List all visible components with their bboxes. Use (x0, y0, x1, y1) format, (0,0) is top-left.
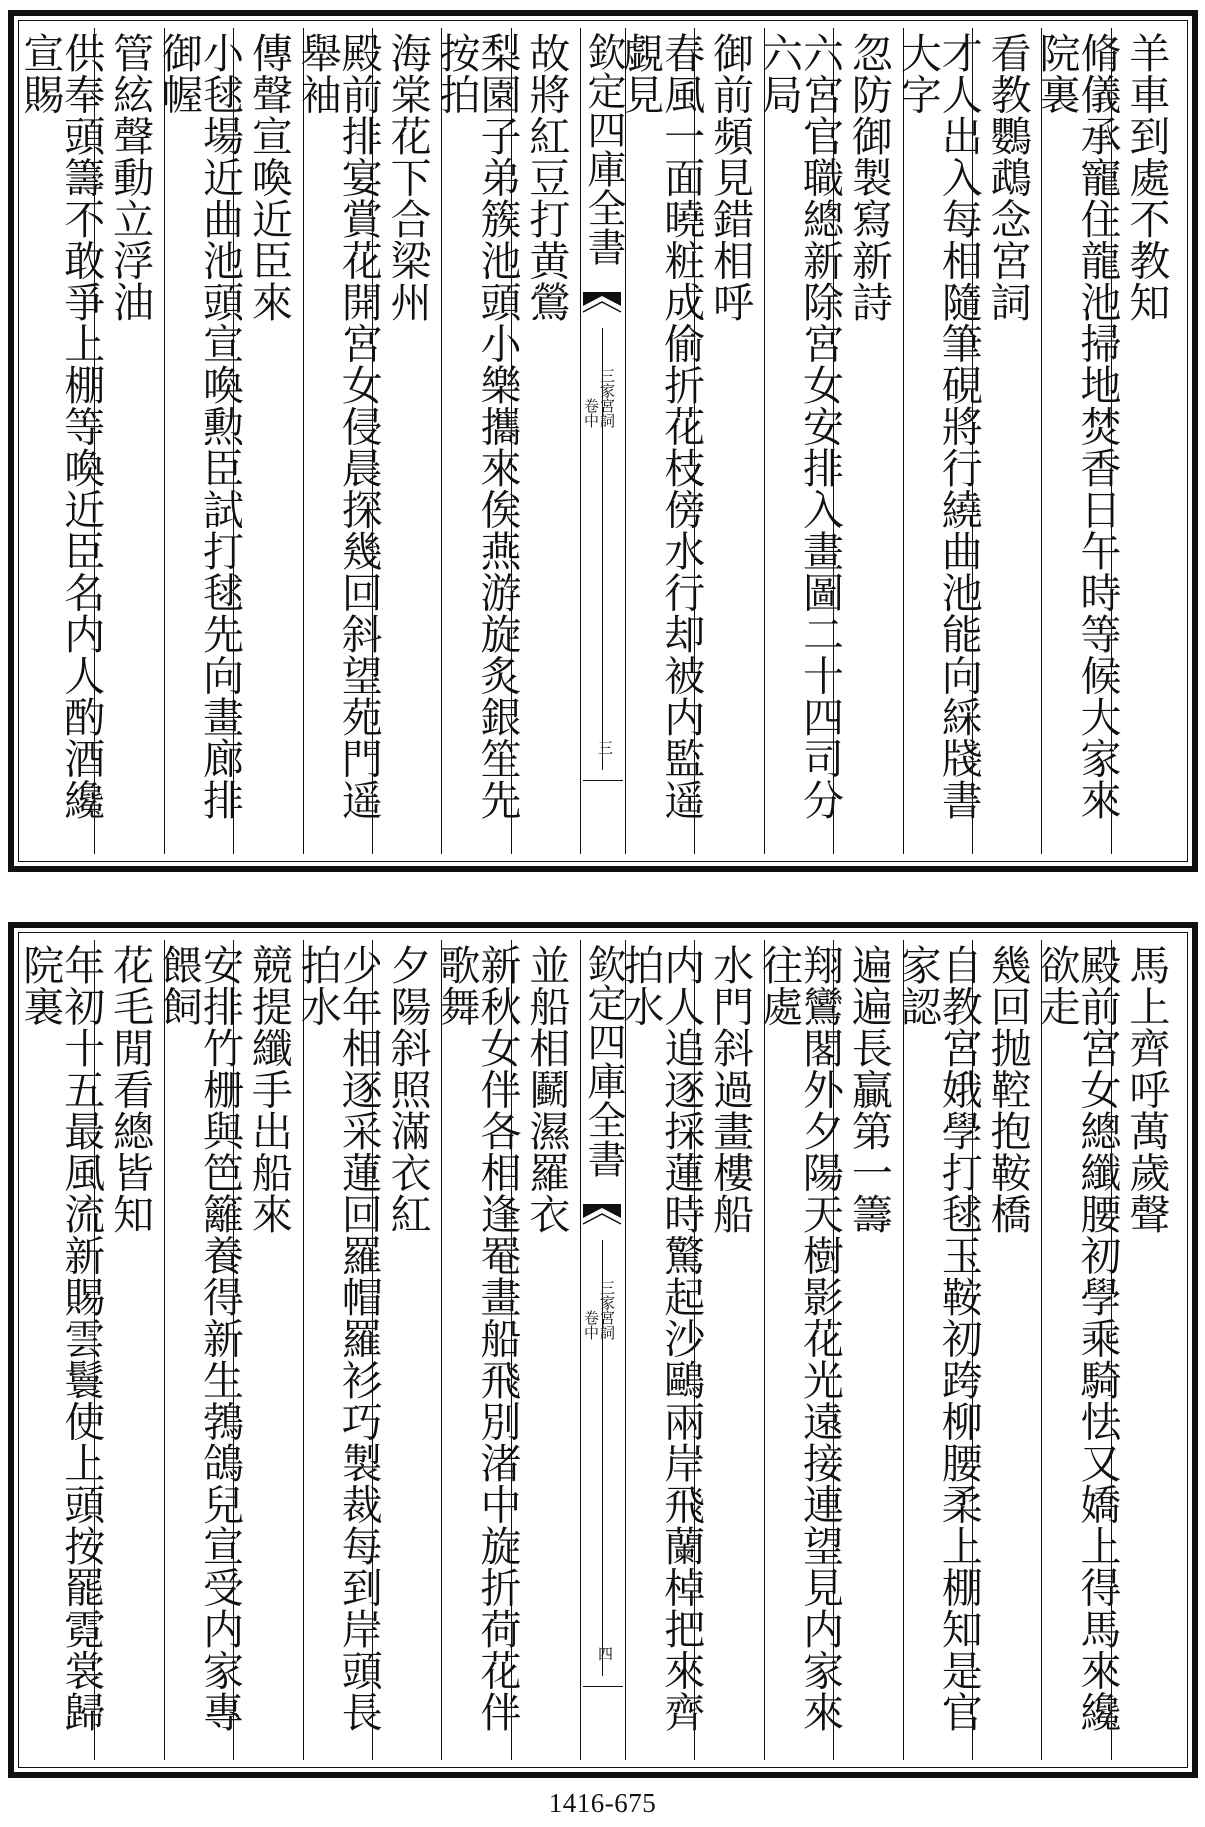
text-column (293, 28, 383, 854)
column-text: 故將紅豆打黄鶯 (522, 32, 571, 323)
page-number: 1416-675 (548, 1788, 657, 1818)
center-fold-column (580, 28, 625, 854)
column-text: 安排竹栅與笆籬養得新生鵓鴿兒宣受内家專餵飼 (154, 944, 244, 1733)
fishtail-mark-icon (583, 290, 621, 330)
center-foot-rule (583, 780, 623, 781)
volume-label: 卷中 (582, 1310, 600, 1340)
text-column (1111, 940, 1180, 1760)
column-text: 御前頻見錯相呼 (706, 32, 755, 323)
text-column (154, 28, 244, 854)
column-text: 海棠花下合梁州 (383, 32, 432, 323)
column-text: 競提纖手出船來 (244, 944, 293, 1235)
column-text: 水門斜過畫樓船 (706, 944, 755, 1235)
column-text: 遍遍長贏第一籌 (844, 944, 893, 1235)
text-column (1032, 28, 1122, 854)
top-page-columns (16, 28, 1180, 854)
column-text: 看教鸚鵡念宮詞 (983, 32, 1032, 323)
text-column (511, 28, 580, 854)
text-column (432, 940, 522, 1760)
column-text: 自教宮娥學打毬玉鞍初跨柳腰柔上棚知是官家認 (893, 944, 983, 1733)
column-text: 春風一面曉粧成偷折花枝傍水行却被内監遥覷見 (616, 32, 706, 821)
folio-number: 三 (596, 740, 614, 755)
center-fold-column (580, 940, 625, 1760)
column-text: 六宮官職總新除宮女安排入畫圖二十四司分六局 (754, 32, 844, 821)
volume-label: 卷中 (582, 398, 600, 428)
bottom-page-columns (16, 940, 1180, 1760)
column-text: 花毛閒看總皆知 (106, 944, 155, 1235)
text-column (511, 940, 580, 1760)
column-text: 内人追逐採蓮時驚起沙鷗兩岸飛蘭棹把來齊拍水 (616, 944, 706, 1733)
text-column (1111, 28, 1180, 854)
text-column (893, 940, 983, 1760)
center-foot-rule (583, 1686, 623, 1687)
text-column (16, 940, 106, 1760)
series-title: 欽定四庫全書 (581, 32, 626, 266)
column-text: 少年相逐采蓮回羅帽羅衫巧製裁每到岸頭長拍水 (293, 944, 383, 1733)
column-text: 新秋女伴各相逢罨畫船飛別渚中旋折荷花伴歌舞 (432, 944, 522, 1733)
text-column (293, 940, 383, 1760)
column-text: 羊車到處不教知 (1122, 32, 1171, 323)
column-text: 管絃聲動立浮油 (106, 32, 155, 323)
column-text: 梨園子弟簇池頭小樂攜來俟燕游旋炙銀笙先按拍 (432, 32, 522, 821)
column-text: 年初十五最風流新賜雲鬟使上頭按罷霓裳歸院裏 (16, 944, 106, 1733)
column-text: 小毬場近曲池頭宣喚勲臣試打毬先向畫廊排御幄 (154, 32, 244, 821)
series-title: 欽定四庫全書 (581, 944, 626, 1178)
column-text: 馬上齊呼萬歲聲 (1122, 944, 1171, 1235)
text-column (754, 940, 844, 1760)
column-text: 傳聲宣喚近臣來 (244, 32, 293, 323)
column-text: 夕陽斜照滿衣紅 (383, 944, 432, 1235)
column-text: 供奉頭籌不敢爭上棚等喚近臣名内人酌酒纔宣賜 (16, 32, 106, 821)
column-text: 才人出入每相隨筆硯將行繞曲池能向綵牋書大字 (893, 32, 983, 821)
text-column (154, 940, 244, 1760)
text-column (616, 28, 706, 854)
book-title: 三家宮詞 (598, 368, 616, 428)
top-page-frame (8, 10, 1198, 872)
column-text: 翔鸞閣外夕陽天樹影花光遠接連望見内家來往處 (754, 944, 844, 1733)
book-title: 三家宮詞 (598, 1280, 616, 1340)
bottom-page-frame (8, 922, 1198, 1778)
folio-number: 四 (596, 1646, 614, 1661)
text-column (1032, 940, 1122, 1760)
column-text: 脩儀承寵住龍池掃地焚香日午時等候大家來院裏 (1032, 32, 1122, 821)
column-text: 並船相鬬濕羅衣 (522, 944, 571, 1235)
text-column (893, 28, 983, 854)
text-column (754, 28, 844, 854)
column-text: 殿前宮女總纖腰初學乘騎怯又嬌上得馬來纔欲走 (1032, 944, 1122, 1733)
text-column (616, 940, 706, 1760)
column-text: 忽防御製寫新詩 (844, 32, 893, 323)
fishtail-mark-icon (583, 1202, 621, 1242)
column-text: 幾回抛鞚抱鞍橋 (983, 944, 1032, 1235)
column-text: 殿前排宴賞花開宮女侵晨探幾回斜望苑門遥舉袖 (293, 32, 383, 821)
text-column (432, 28, 522, 854)
text-column (16, 28, 106, 854)
